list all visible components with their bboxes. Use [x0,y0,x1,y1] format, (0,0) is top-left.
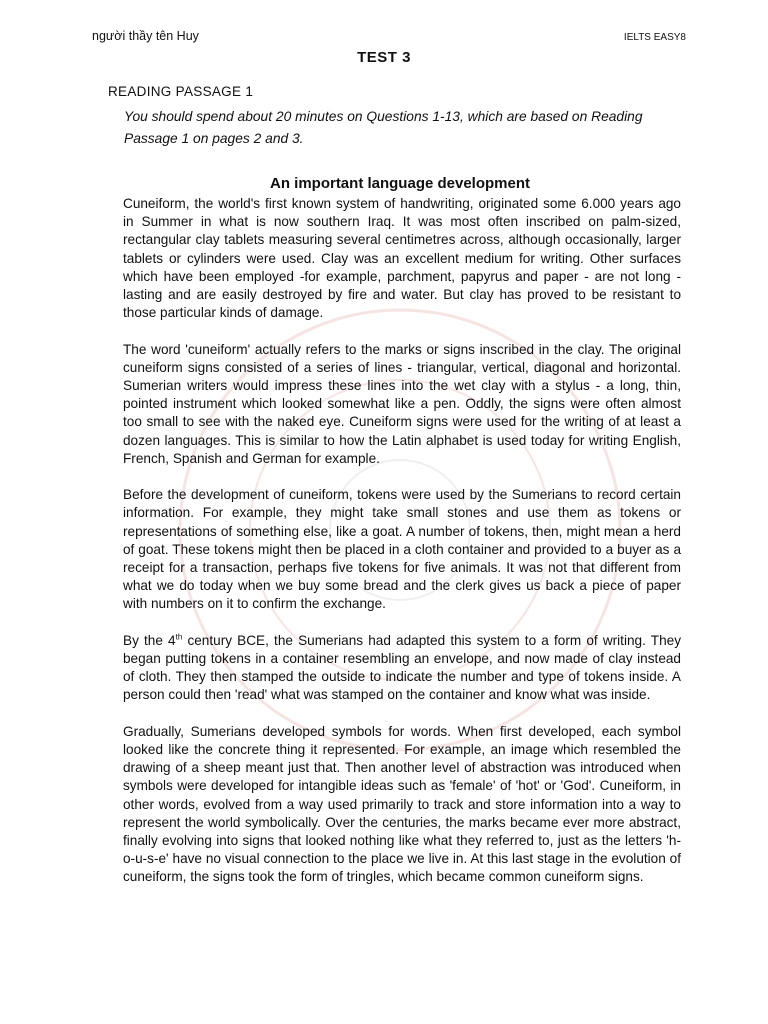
paragraph-2: The word 'cuneiform' actually refers to the marks or signs inscribed in the clay. The original cuneiform signs consisted of a series of lines - triangular, vertical, diagonal and horizontal. Sumerian writers would impress these lines into the wet clay with a stylus - a long, thin, pointed instrument which looked somewhat like a pen. Oddly, the signs were often almost too small to see with the naked eye. Cuneiform signs were used for the writing of at least a dozen languages. This is similar to how the Latin alphabet is used today for writing English, French, Spanish and German for example. [123,341,681,466]
paragraph-4 [123,632,681,705]
article-body [123,195,681,905]
article-title: An important language development [269,175,531,192]
test-title: TEST 3 [357,49,411,66]
paragraph-3: Before the development of cuneiform, tokens were used by the Sumerians to record certain information. For example, they might take small stones and use them as tokens or representations of something else, like a goat. A number of tokens, then, might mean a herd of goat. These tokens might then be placed in a cloth container and provided to a buyer as a receipt for a transaction, perhaps five tokens for five animals. It was not that different from what we do today when we buy some bread and the clerk gives us back a piece of paper with numbers on it to confirm the exchange. [123,487,681,612]
ordinal-suffix: th [175,632,183,642]
paragraph-5: Gradually, Sumerians developed symbols for words. When first developed, each symbol looked like the concrete thing it represented. For example, an image which resembled the drawing of a sheep meant just that. Then another level of abstraction was introduced when symbols were developed for intangible ideas such as 'female' of 'hot' or 'God'. Cuneiform, in other words, evolved from a way used primarily to track and store information into a way to represent the world symbolically. Over the centuries, the marks became ever more abstract, finally evolving into signs that looked nothing like what they referred to, just as the letters 'h-o-u-s-e' have no visual connection to the place we live in. At this last stage in the evolution of cuneiform, the signs took the form of tringles, which became common cuneiform signs. [123,723,681,885]
paragraph-4-start: By the 4 [123,632,176,648]
header-brand: IELTS EASY8 [623,32,686,43]
paragraph-4-rest: century BCE, the Sumerians had adapted this system to a form of writing. They began putting tokens in a container resembling an envelope, and now made of clay instead of cloth. They then stamped the outside to indicate the number and type of tokens inside. A person could then 'read' what was stamped on the container and know what was inside. [123,632,681,703]
instructions: You should spend about 20 minutes on Questions 1-13, which are based on Reading Passage 1 on pages 2 and 3. [124,109,643,146]
header-author: người thầy tên Huy [92,29,199,43]
passage-label: READING PASSAGE 1 [108,84,254,99]
paragraph-1: Cuneiform, the world's first known system of handwriting, originated some 6.000 years ago in Summer in what is now southern Iraq. It was most often inscribed on palm-sized, rectangular clay tablets measuring several centimetres across, although occasionally, larger tablets or cylinders were used. Clay was an excellent medium for writing. Other surfaces which have been employed -for example, parchment, papyrus and paper - are not long - lasting and are easily destroyed by fire and water. But clay has proved to be resistant to those particular kinds of damage. [123,196,681,321]
